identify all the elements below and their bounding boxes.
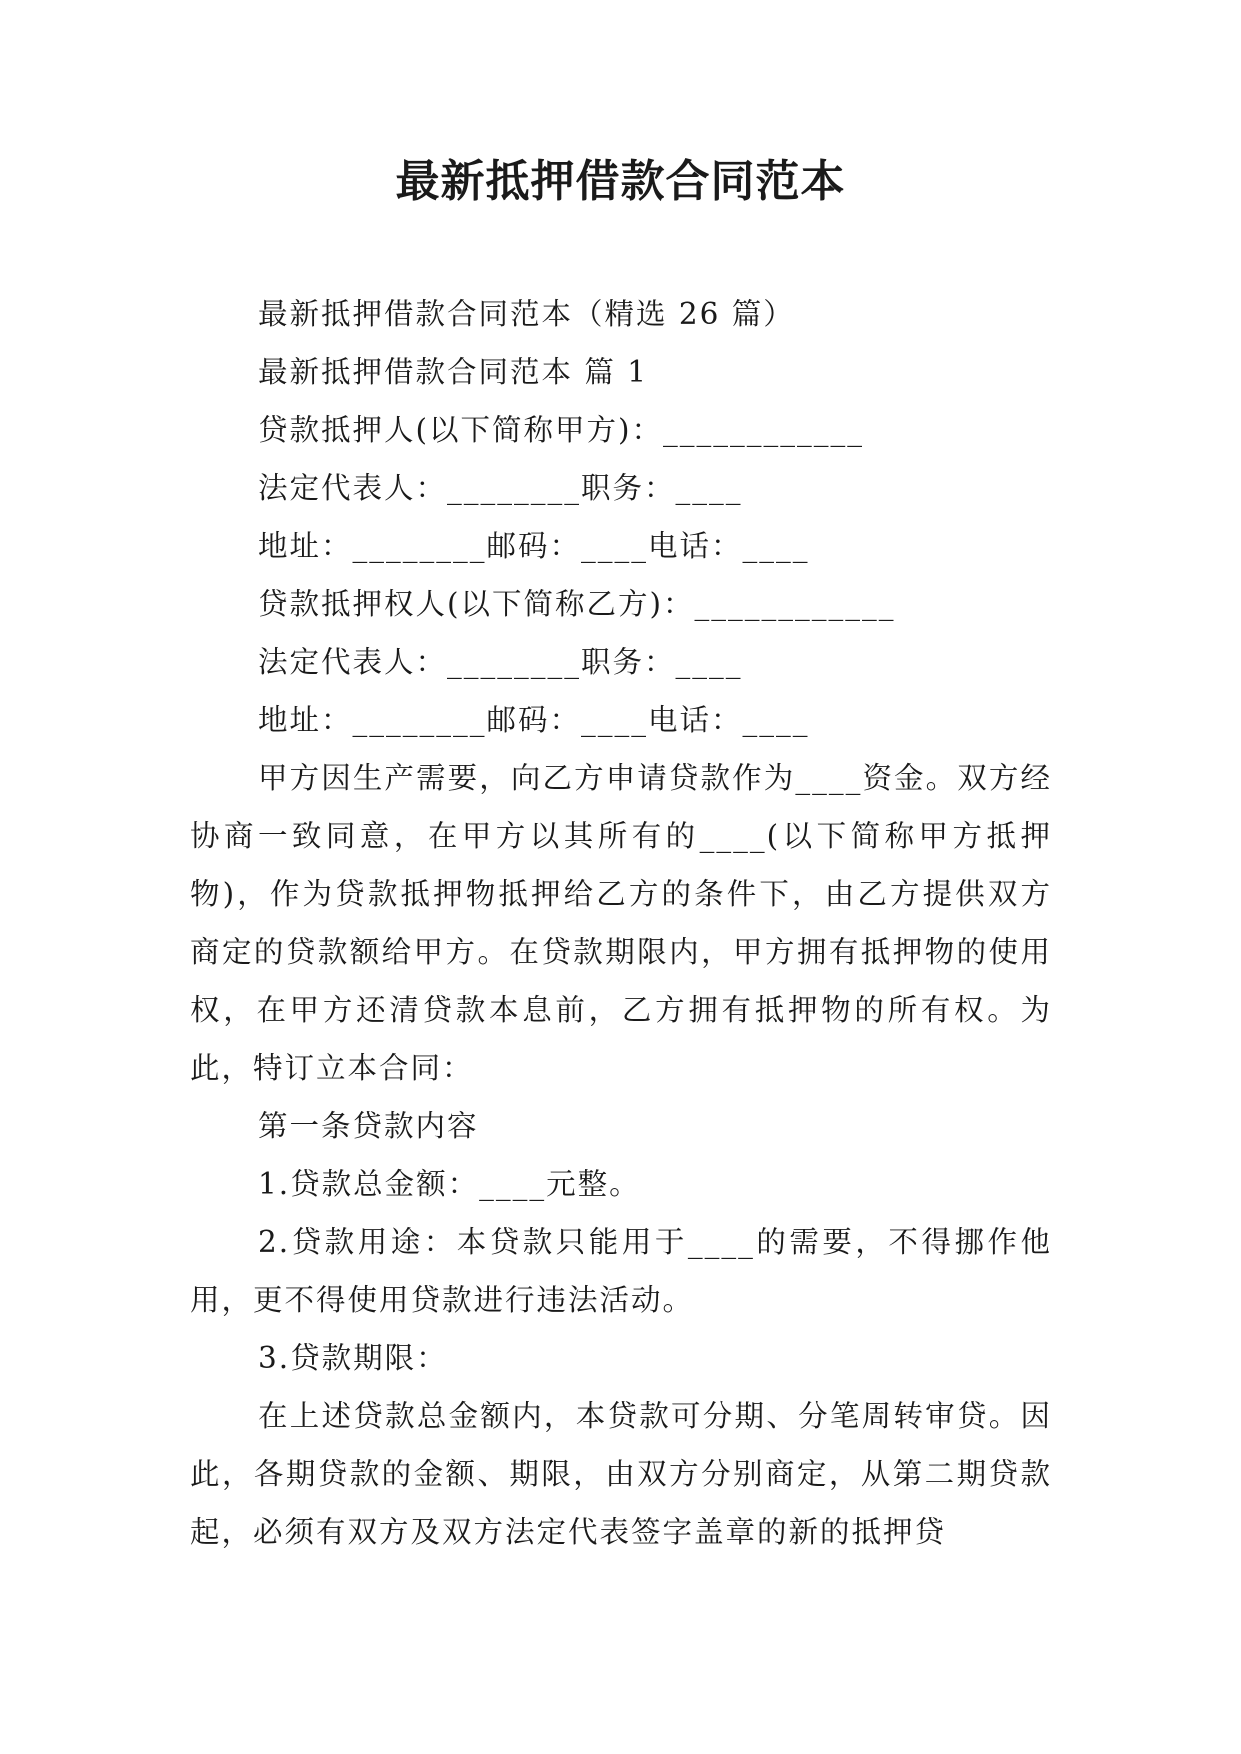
section-heading: 最新抵押借款合同范本 篇 1 bbox=[258, 355, 649, 389]
party-b-address-line: 地址：________邮码：____电话：____ bbox=[258, 703, 810, 737]
subtitle-collection: 最新抵押借款合同范本（精选 26 篇） bbox=[258, 297, 795, 331]
party-a-representative-line: 法定代表人：________职务：____ bbox=[258, 471, 743, 505]
clause-loan-term-heading: 3.贷款期限： bbox=[258, 1341, 448, 1375]
party-a-address-line: 地址：________邮码：____电话：____ bbox=[258, 529, 810, 563]
clause-loan-term-paragraph: 在上述贷款总金额内，本贷款可分期、分笔周转审贷。因此，各期贷款的金额、期限，由双方分别商定，从第二期贷款起，必须有双方及双方法定代表签字盖章的新的抵押贷 bbox=[190, 1399, 1052, 1549]
article-one-heading: 第一条贷款内容 bbox=[258, 1109, 479, 1143]
preamble-paragraph: 甲方因生产需要，向乙方申请贷款作为____资金。双方经协商一致同意，在甲方以其所有的____(以下简称甲方抵押物)，作为贷款抵押物抵押给乙方的条件下，由乙方提供双方商定的贷款额给甲方。在贷款期限内，甲方拥有抵押物的使用权，在甲方还清贷款本息前，乙方拥有抵押物的所有权。为此，特订立本合同： bbox=[190, 761, 1052, 1085]
document-body bbox=[190, 285, 1052, 1561]
party-b-line: 贷款抵押权人(以下简称乙方)：____________ bbox=[258, 587, 896, 621]
party-a-line: 贷款抵押人(以下简称甲方)：____________ bbox=[258, 413, 865, 447]
party-b-representative-line: 法定代表人：________职务：____ bbox=[258, 645, 743, 679]
document-title: 最新抵押借款合同范本 bbox=[395, 156, 846, 207]
clause-loan-purpose: 2.贷款用途：本贷款只能用于____的需要，不得挪作他用，更不得使用贷款进行违法活动。 bbox=[190, 1225, 1052, 1317]
clause-loan-amount: 1.贷款总金额：____元整。 bbox=[258, 1167, 641, 1201]
